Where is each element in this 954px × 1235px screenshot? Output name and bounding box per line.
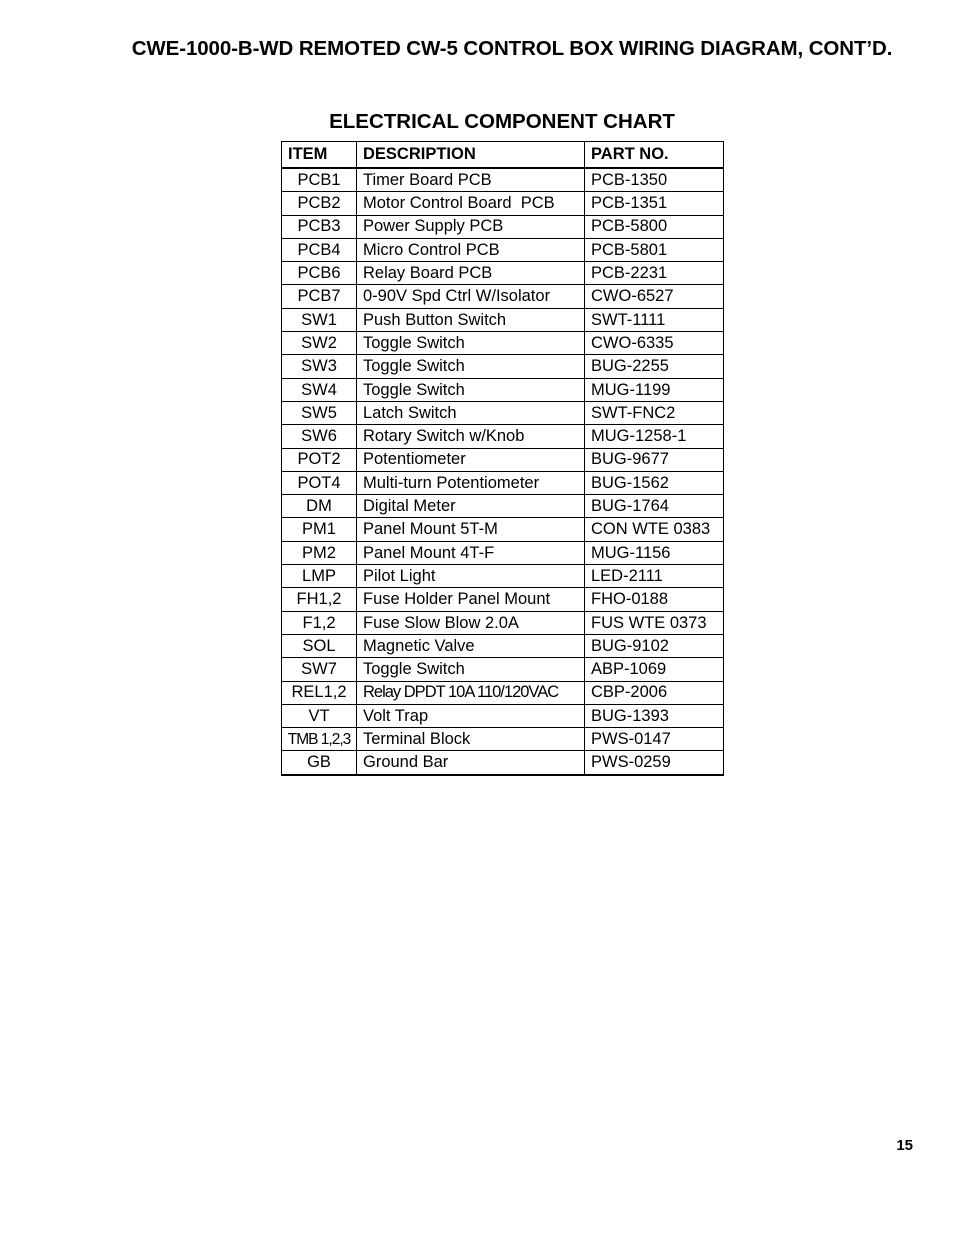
table-row (282, 681, 724, 704)
description-cell: Relay Board PCB (357, 262, 585, 285)
description-cell: Toggle Switch (357, 378, 585, 401)
description-cell: Timer Board PCB (357, 168, 585, 192)
table-row (282, 588, 724, 611)
part-no-cell: BUG-9677 (585, 448, 724, 471)
description-cell: Panel Mount 5T-M (357, 518, 585, 541)
part-no-cell: PWS-0259 (585, 751, 724, 775)
part-no-cell: FHO-0188 (585, 588, 724, 611)
table-row (282, 332, 724, 355)
table-row (282, 518, 724, 541)
part-no-cell: ABP-1069 (585, 658, 724, 681)
table-row (282, 541, 724, 564)
page-number: 15 (896, 1137, 913, 1154)
item-cell: PCB7 (282, 285, 357, 308)
description-cell: Latch Switch (357, 401, 585, 424)
item-cell: SW6 (282, 425, 357, 448)
table-row (282, 565, 724, 588)
part-no-cell: PWS-0147 (585, 728, 724, 751)
part-no-cell: CON WTE 0383 (585, 518, 724, 541)
item-cell: PM1 (282, 518, 357, 541)
part-no-cell: CWO-6527 (585, 285, 724, 308)
table-row (282, 355, 724, 378)
table-row (282, 215, 724, 238)
description-cell: Push Button Switch (357, 308, 585, 331)
chart-title: ELECTRICAL COMPONENT CHART (329, 110, 675, 133)
item-cell: SOL (282, 634, 357, 657)
table-row (282, 425, 724, 448)
item-cell: PCB1 (282, 168, 357, 192)
table-row (282, 728, 724, 751)
table-row (282, 262, 724, 285)
item-cell: GB (282, 751, 357, 775)
item-cell: POT4 (282, 471, 357, 494)
description-cell: 0-90V Spd Ctrl W/Isolator (357, 285, 585, 308)
part-no-cell: FUS WTE 0373 (585, 611, 724, 634)
column-header-description: DESCRIPTION (357, 142, 585, 169)
table-header-row (282, 142, 724, 169)
item-cell: DM (282, 495, 357, 518)
component-table (281, 141, 724, 776)
description-cell: Rotary Switch w/Knob (357, 425, 585, 448)
table-row (282, 751, 724, 775)
table-row (282, 308, 724, 331)
table-row (282, 658, 724, 681)
item-cell: SW4 (282, 378, 357, 401)
item-cell: SW3 (282, 355, 357, 378)
item-cell: TMB 1,2,3 (282, 728, 357, 751)
item-cell: VT (282, 704, 357, 727)
table-row (282, 704, 724, 727)
description-cell: Digital Meter (357, 495, 585, 518)
table-row (282, 378, 724, 401)
part-no-cell: PCB-1351 (585, 192, 724, 215)
table-row (282, 168, 724, 192)
description-cell: Toggle Switch (357, 658, 585, 681)
description-cell: Terminal Block (357, 728, 585, 751)
part-no-cell: CWO-6335 (585, 332, 724, 355)
description-cell: Toggle Switch (357, 355, 585, 378)
table-row (282, 401, 724, 424)
item-cell: SW7 (282, 658, 357, 681)
description-cell: Fuse Holder Panel Mount (357, 588, 585, 611)
part-no-cell: BUG-1393 (585, 704, 724, 727)
part-no-cell: MUG-1156 (585, 541, 724, 564)
part-no-cell: BUG-2255 (585, 355, 724, 378)
part-no-cell: PCB-1350 (585, 168, 724, 192)
description-cell: Toggle Switch (357, 332, 585, 355)
item-cell: LMP (282, 565, 357, 588)
part-no-cell: BUG-9102 (585, 634, 724, 657)
description-cell: Fuse Slow Blow 2.0A (357, 611, 585, 634)
description-cell: Panel Mount 4T-F (357, 541, 585, 564)
part-no-cell: PCB-5801 (585, 238, 724, 261)
item-cell: SW1 (282, 308, 357, 331)
description-cell: Relay DPDT 10A 110/120VAC (357, 681, 585, 704)
table-row (282, 285, 724, 308)
table-row (282, 495, 724, 518)
part-no-cell: PCB-5800 (585, 215, 724, 238)
description-cell: Power Supply PCB (357, 215, 585, 238)
table-header (282, 142, 724, 169)
item-cell: PM2 (282, 541, 357, 564)
part-no-cell: BUG-1764 (585, 495, 724, 518)
part-no-cell: CBP-2006 (585, 681, 724, 704)
part-no-cell: BUG-1562 (585, 471, 724, 494)
part-no-cell: SWT-FNC2 (585, 401, 724, 424)
item-cell: FH1,2 (282, 588, 357, 611)
table-body (282, 168, 724, 775)
description-cell: Magnetic Valve (357, 634, 585, 657)
table-row (282, 611, 724, 634)
column-header-item: ITEM (282, 142, 357, 169)
item-cell: F1,2 (282, 611, 357, 634)
description-cell: Motor Control Board PCB (357, 192, 585, 215)
table-row (282, 471, 724, 494)
column-header-part-no: PART NO. (585, 142, 724, 169)
part-no-cell: MUG-1258-1 (585, 425, 724, 448)
item-cell: PCB3 (282, 215, 357, 238)
item-cell: PCB6 (282, 262, 357, 285)
description-cell: Potentiometer (357, 448, 585, 471)
part-no-cell: MUG-1199 (585, 378, 724, 401)
item-cell: POT2 (282, 448, 357, 471)
part-no-cell: PCB-2231 (585, 262, 724, 285)
page-title: CWE-1000-B-WD REMOTED CW-5 CONTROL BOX WIRING DIAGRAM, CONT’D. (131, 37, 893, 60)
table-row (282, 238, 724, 261)
item-cell: SW5 (282, 401, 357, 424)
description-cell: Volt Trap (357, 704, 585, 727)
part-no-cell: LED-2111 (585, 565, 724, 588)
table-row (282, 448, 724, 471)
description-cell: Multi-turn Potentiometer (357, 471, 585, 494)
description-cell: Micro Control PCB (357, 238, 585, 261)
table-row (282, 634, 724, 657)
item-cell: SW2 (282, 332, 357, 355)
item-cell: PCB2 (282, 192, 357, 215)
description-cell: Ground Bar (357, 751, 585, 775)
part-no-cell: SWT-1111 (585, 308, 724, 331)
item-cell: REL1,2 (282, 681, 357, 704)
table-row (282, 192, 724, 215)
description-cell: Pilot Light (357, 565, 585, 588)
item-cell: PCB4 (282, 238, 357, 261)
